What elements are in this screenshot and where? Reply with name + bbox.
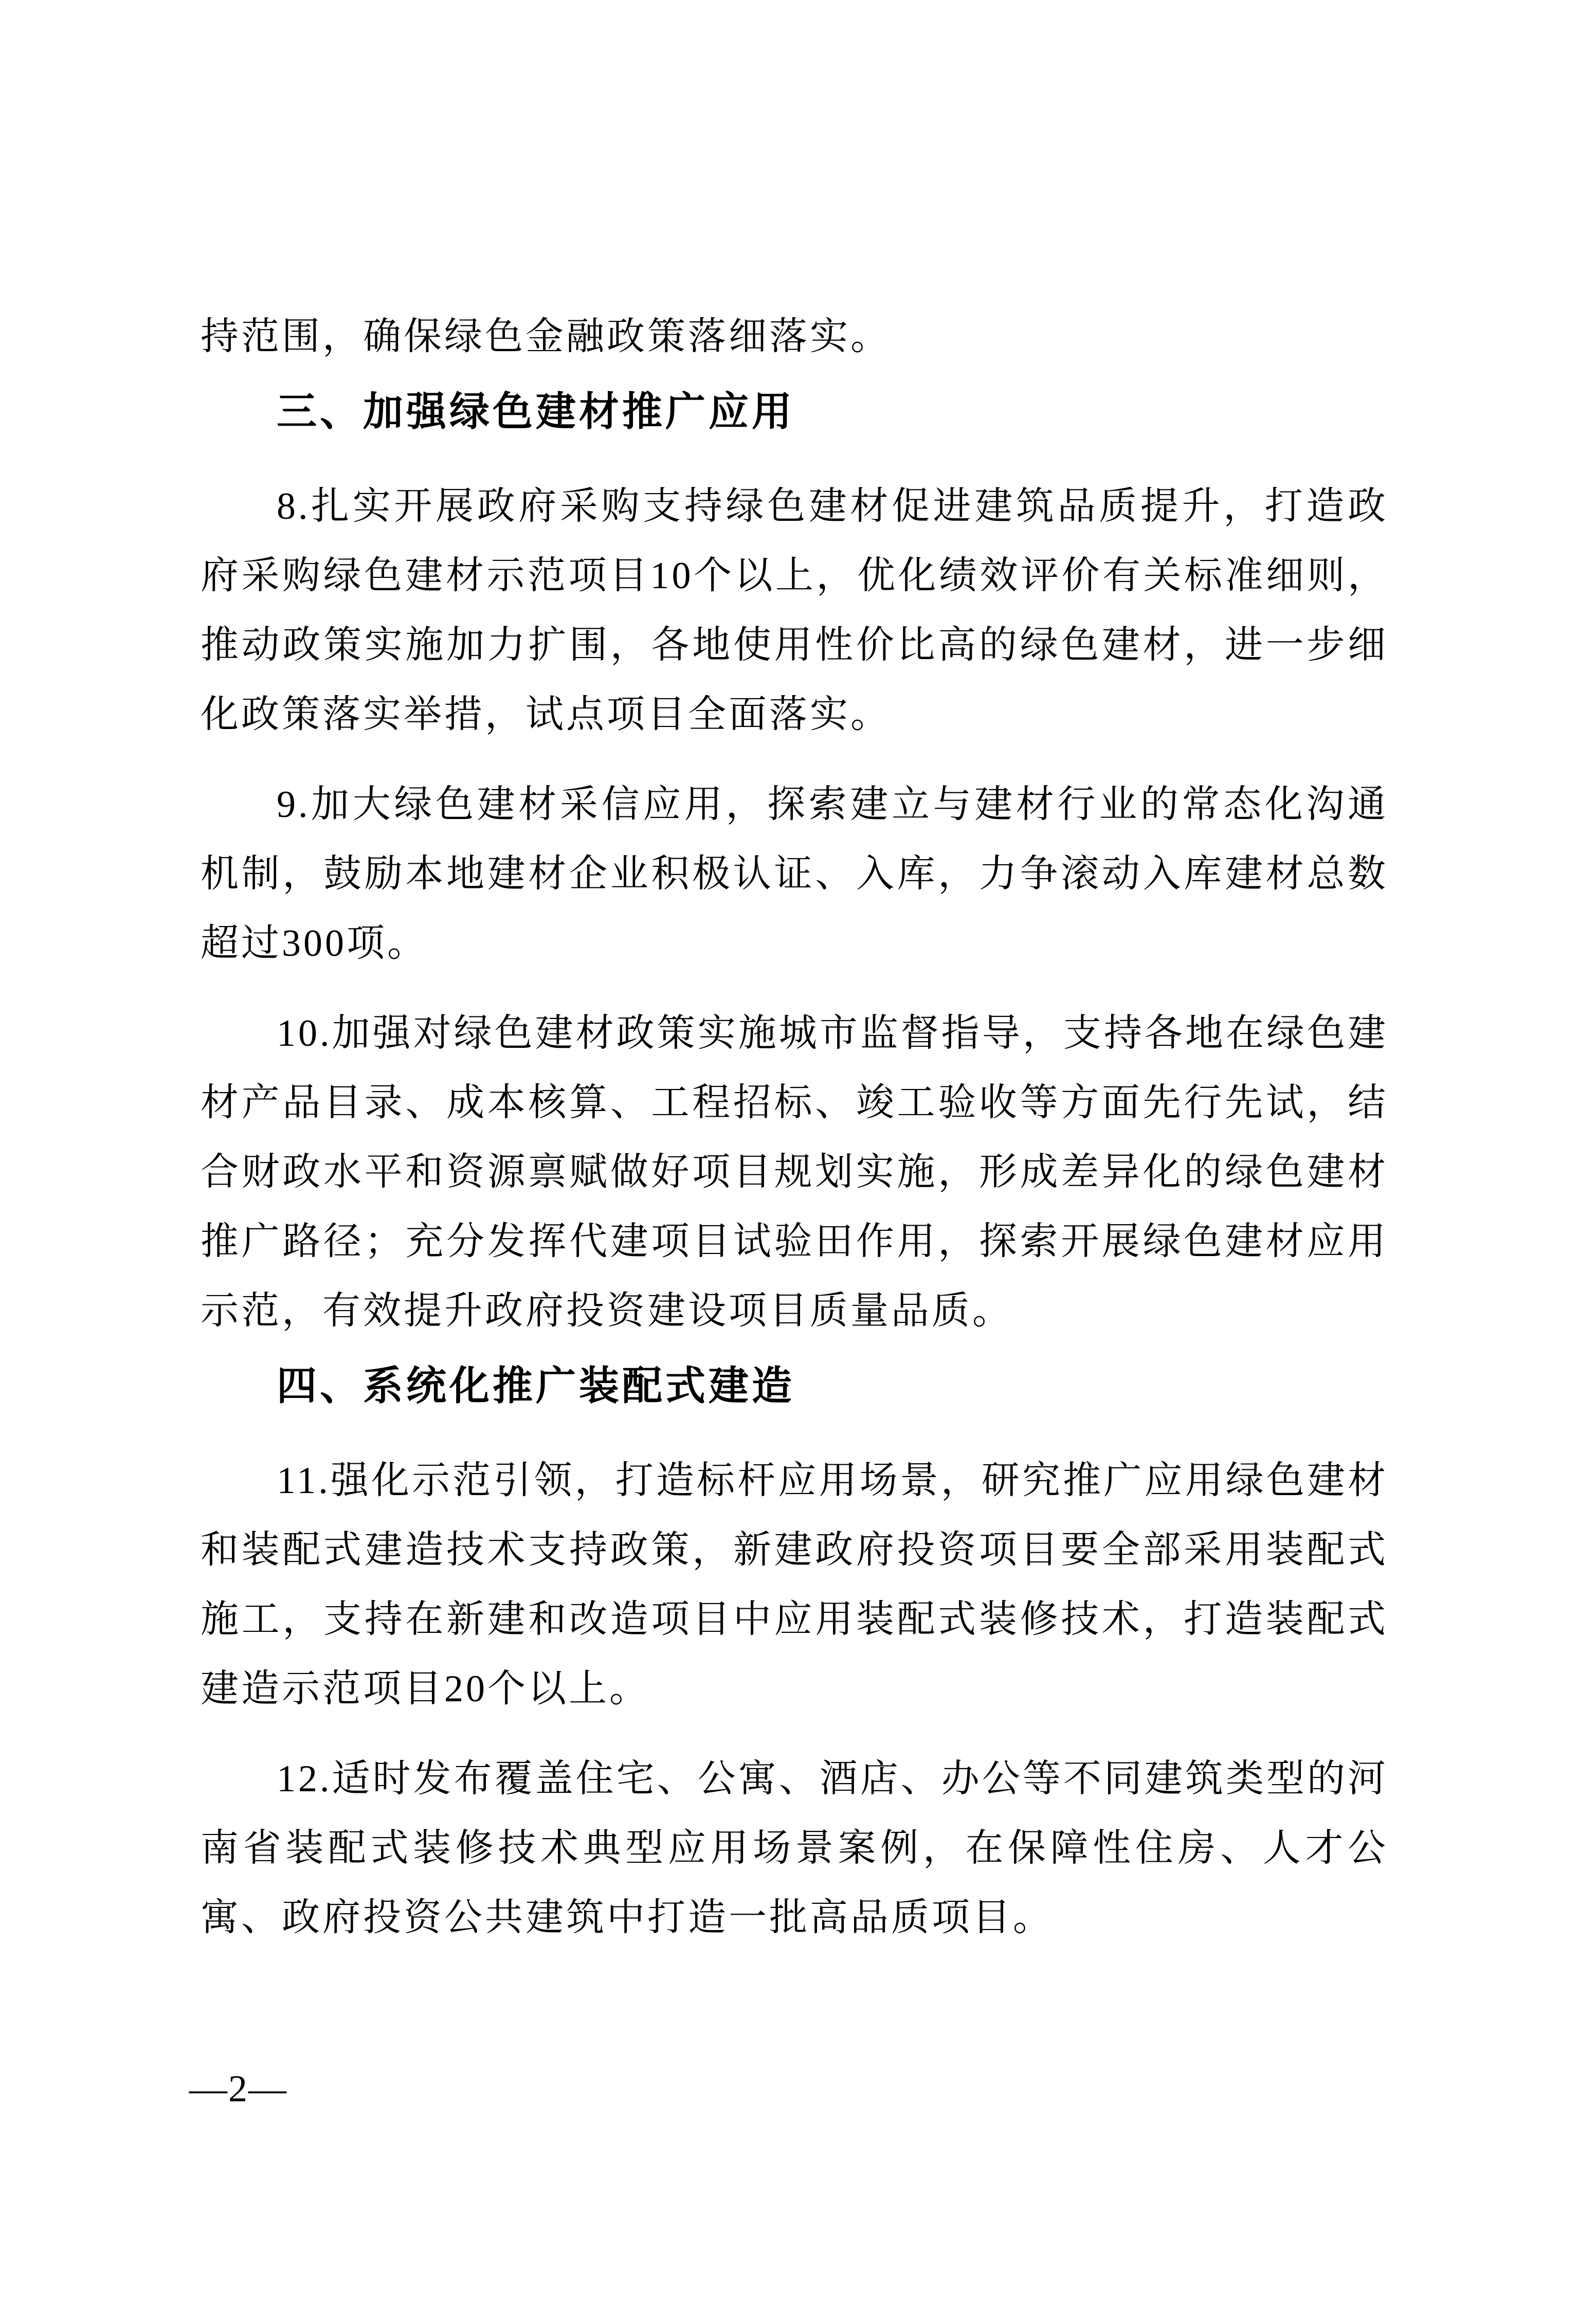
paragraph-9: 9.加大绿色建材采信应用，探索建立与建材行业的常态化沟通机制，鼓励本地建材企业积极认证、入库，力争滚动入库建材总数超过300项。 — [201, 784, 1388, 965]
section-heading-4: 四、系统化推广装配式建造 — [277, 1363, 795, 1408]
paragraph-8: 8.扎实开展政府采购支持绿色建材促进建筑品质提升，打造政府采购绿色建材示范项目10个以上，优化绩效评价有关标准细则，推动政策实施加力扩围，各地使用性价比高的绿色建材，进一步细化政策落实举措，试点项目全面落实。 — [201, 485, 1388, 736]
paragraph-12: 12.适时发布覆盖住宅、公寓、酒店、办公等不同建筑类型的河南省装配式装修技术典型应用场景案例，在保障性住房、人才公寓、政府投资公共建筑中打造一批高品质项目。 — [201, 1758, 1388, 1939]
continuation-paragraph: 持范围，确保绿色金融政策落细落实。 — [201, 316, 891, 358]
section-heading-3: 三、加强绿色建材推广应用 — [277, 389, 795, 434]
paragraph-11: 11.强化示范引领，打造标杆应用场景，研究推广应用绿色建材和装配式建造技术支持政策，新建政府投资项目要全部采用装配式施工，支持在新建和改造项目中应用装配式装修技术，打造装配式建造示范项目20个以上。 — [201, 1460, 1388, 1710]
document-body — [201, 302, 1388, 1953]
paragraph-10: 10.加强对绿色建材政策实施城市监督指导，支持各地在绿色建材产品目录、成本核算、工程招标、竣工验收等方面先行先试，结合财政水平和资源禀赋做好项目规划实施，形成差异化的绿色建材推广路径；充分发挥代建项目试验田作用，探索开展绿色建材应用示范，有效提升政府投资建设项目质量品质。 — [201, 1012, 1388, 1332]
page-number: —2— — [189, 2068, 287, 2110]
